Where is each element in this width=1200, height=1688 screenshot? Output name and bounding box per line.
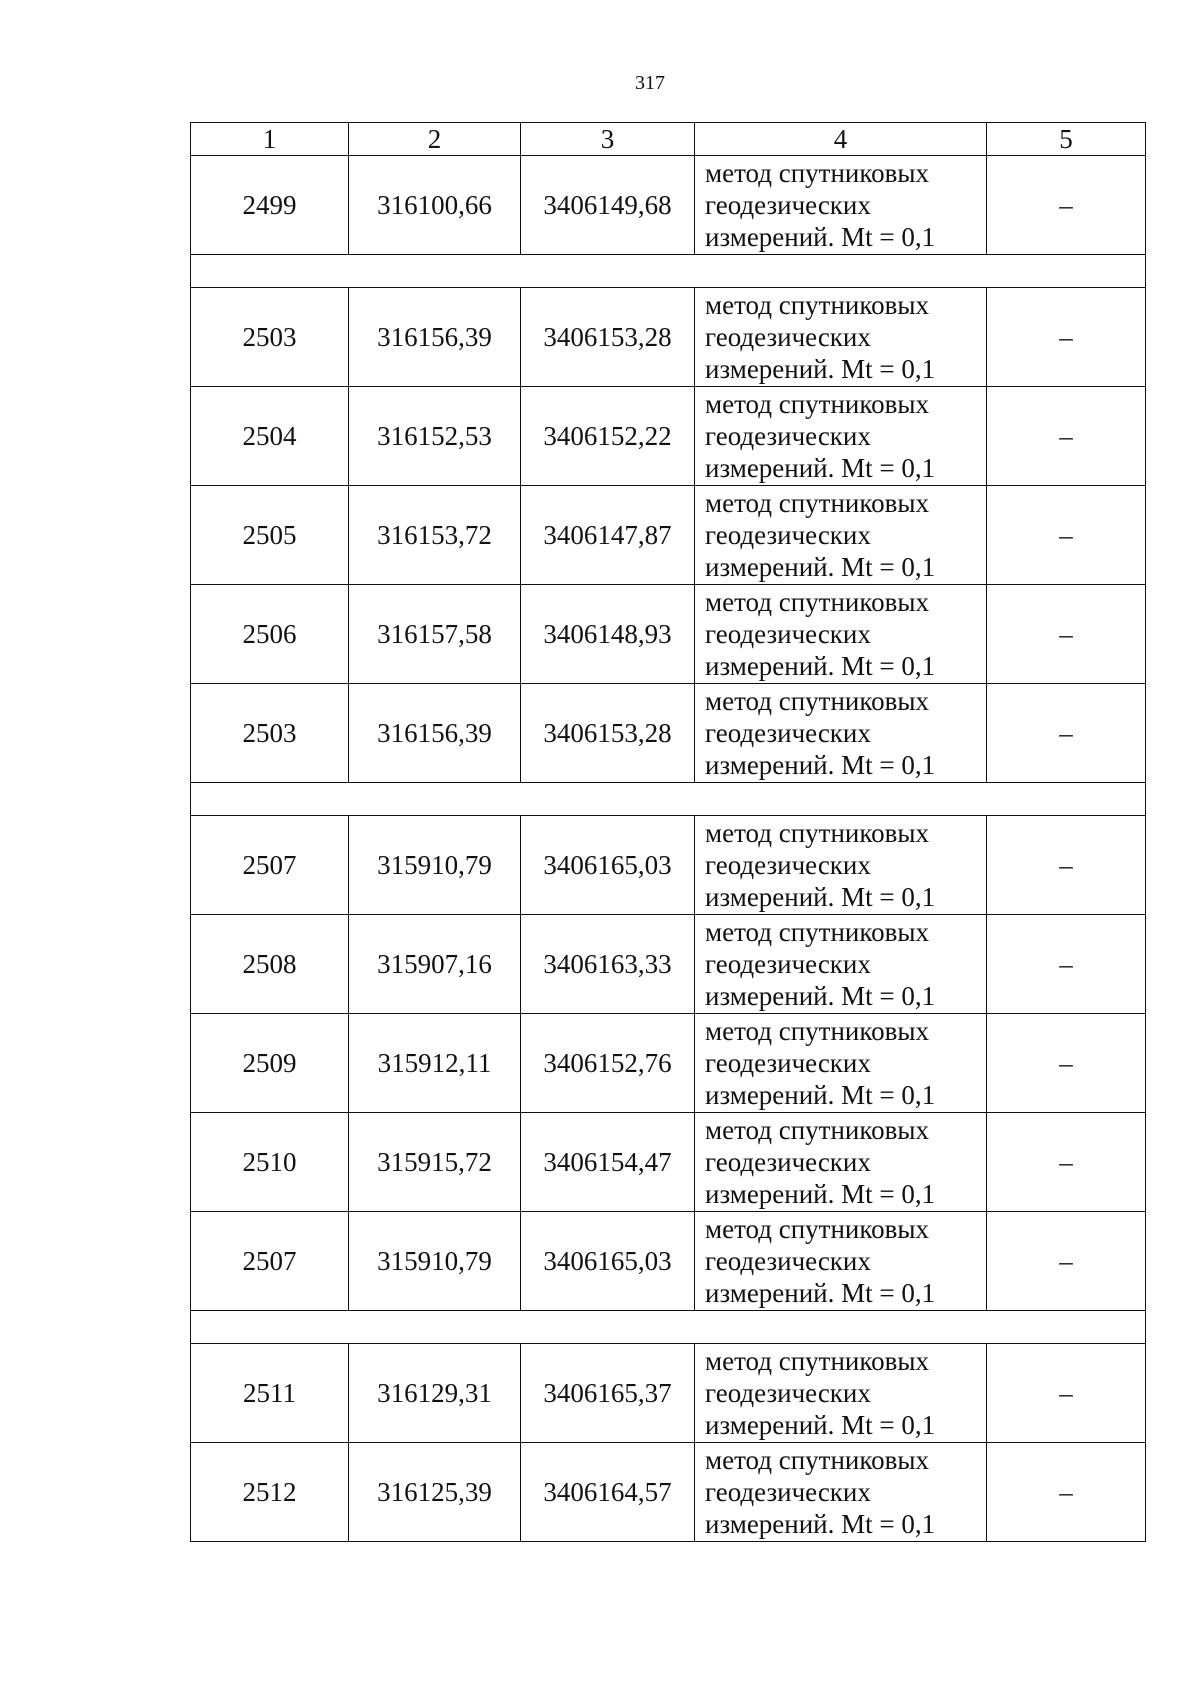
x-coordinate-cell: 315907,16: [349, 915, 521, 1014]
separator-cell: [191, 783, 1146, 816]
x-coordinate-cell: 315910,79: [349, 816, 521, 915]
note-cell: –: [987, 486, 1146, 585]
y-coordinate-cell: 3406148,93: [521, 585, 695, 684]
x-coordinate-cell: 316157,58: [349, 585, 521, 684]
table-row: [191, 915, 1146, 1014]
point-number-cell: 2503: [191, 288, 349, 387]
y-coordinate-cell: 3406154,47: [521, 1113, 695, 1212]
y-coordinate-cell: 3406147,87: [521, 486, 695, 585]
y-coordinate-cell: 3406164,57: [521, 1443, 695, 1542]
note-cell: –: [987, 684, 1146, 783]
x-coordinate-cell: 316156,39: [349, 684, 521, 783]
point-number-cell: 2506: [191, 585, 349, 684]
point-number-cell: 2499: [191, 156, 349, 255]
x-coordinate-cell: 315910,79: [349, 1212, 521, 1311]
column-header-5: 5: [987, 123, 1146, 156]
method-cell: метод спутниковых геодезических измерений. Mt = 0,1: [695, 684, 987, 783]
note-cell: –: [987, 1113, 1146, 1212]
point-number-cell: 2505: [191, 486, 349, 585]
note-cell: –: [987, 1014, 1146, 1113]
x-coordinate-cell: 316100,66: [349, 156, 521, 255]
table-row: [191, 156, 1146, 255]
table-row: [191, 288, 1146, 387]
note-cell: –: [987, 288, 1146, 387]
method-cell: метод спутниковых геодезических измерений. Mt = 0,1: [695, 486, 987, 585]
method-cell: метод спутниковых геодезических измерений. Mt = 0,1: [695, 915, 987, 1014]
separator-row: [191, 1311, 1146, 1344]
note-cell: –: [987, 1344, 1146, 1443]
note-cell: –: [987, 585, 1146, 684]
method-cell: метод спутниковых геодезических измерений. Mt = 0,1: [695, 585, 987, 684]
method-cell: метод спутниковых геодезических измерений. Mt = 0,1: [695, 288, 987, 387]
point-number-cell: 2507: [191, 1212, 349, 1311]
table-header-row: [191, 123, 1146, 156]
page-number: 317: [635, 72, 665, 94]
note-cell: –: [987, 816, 1146, 915]
note-cell: –: [987, 387, 1146, 486]
x-coordinate-cell: 315915,72: [349, 1113, 521, 1212]
point-number-cell: 2507: [191, 816, 349, 915]
table-row: [191, 1344, 1146, 1443]
note-cell: –: [987, 1212, 1146, 1311]
point-number-cell: 2508: [191, 915, 349, 1014]
y-coordinate-cell: 3406153,28: [521, 684, 695, 783]
x-coordinate-cell: 316125,39: [349, 1443, 521, 1542]
separator-row: [191, 255, 1146, 288]
column-header-2: 2: [349, 123, 521, 156]
y-coordinate-cell: 3406165,03: [521, 816, 695, 915]
method-cell: метод спутниковых геодезических измерений. Mt = 0,1: [695, 156, 987, 255]
point-number-cell: 2512: [191, 1443, 349, 1542]
column-header-4: 4: [695, 123, 987, 156]
column-header-1: 1: [191, 123, 349, 156]
coordinates-table: [190, 122, 1146, 1542]
y-coordinate-cell: 3406163,33: [521, 915, 695, 1014]
method-cell: метод спутниковых геодезических измерений. Mt = 0,1: [695, 1212, 987, 1311]
method-cell: метод спутниковых геодезических измерений. Mt = 0,1: [695, 1014, 987, 1113]
point-number-cell: 2503: [191, 684, 349, 783]
method-cell: метод спутниковых геодезических измерений. Mt = 0,1: [695, 1344, 987, 1443]
y-coordinate-cell: 3406165,03: [521, 1212, 695, 1311]
y-coordinate-cell: 3406152,22: [521, 387, 695, 486]
table-row: [191, 585, 1146, 684]
column-header-3: 3: [521, 123, 695, 156]
separator-cell: [191, 255, 1146, 288]
x-coordinate-cell: 316153,72: [349, 486, 521, 585]
table-row: [191, 486, 1146, 585]
method-cell: метод спутниковых геодезических измерений. Mt = 0,1: [695, 387, 987, 486]
note-cell: –: [987, 1443, 1146, 1542]
y-coordinate-cell: 3406153,28: [521, 288, 695, 387]
point-number-cell: 2511: [191, 1344, 349, 1443]
y-coordinate-cell: 3406152,76: [521, 1014, 695, 1113]
separator-row: [191, 783, 1146, 816]
x-coordinate-cell: 316152,53: [349, 387, 521, 486]
y-coordinate-cell: 3406165,37: [521, 1344, 695, 1443]
table-row: [191, 816, 1146, 915]
table-row: [191, 1014, 1146, 1113]
table-row: [191, 1443, 1146, 1542]
y-coordinate-cell: 3406149,68: [521, 156, 695, 255]
note-cell: –: [987, 915, 1146, 1014]
x-coordinate-cell: 316156,39: [349, 288, 521, 387]
table-row: [191, 1212, 1146, 1311]
x-coordinate-cell: 316129,31: [349, 1344, 521, 1443]
table-row: [191, 1113, 1146, 1212]
table-row: [191, 387, 1146, 486]
table-body: [191, 156, 1146, 1542]
note-cell: –: [987, 156, 1146, 255]
point-number-cell: 2509: [191, 1014, 349, 1113]
x-coordinate-cell: 315912,11: [349, 1014, 521, 1113]
method-cell: метод спутниковых геодезических измерений. Mt = 0,1: [695, 816, 987, 915]
point-number-cell: 2510: [191, 1113, 349, 1212]
separator-cell: [191, 1311, 1146, 1344]
point-number-cell: 2504: [191, 387, 349, 486]
method-cell: метод спутниковых геодезических измерений. Mt = 0,1: [695, 1443, 987, 1542]
method-cell: метод спутниковых геодезических измерений. Mt = 0,1: [695, 1113, 987, 1212]
table-row: [191, 684, 1146, 783]
